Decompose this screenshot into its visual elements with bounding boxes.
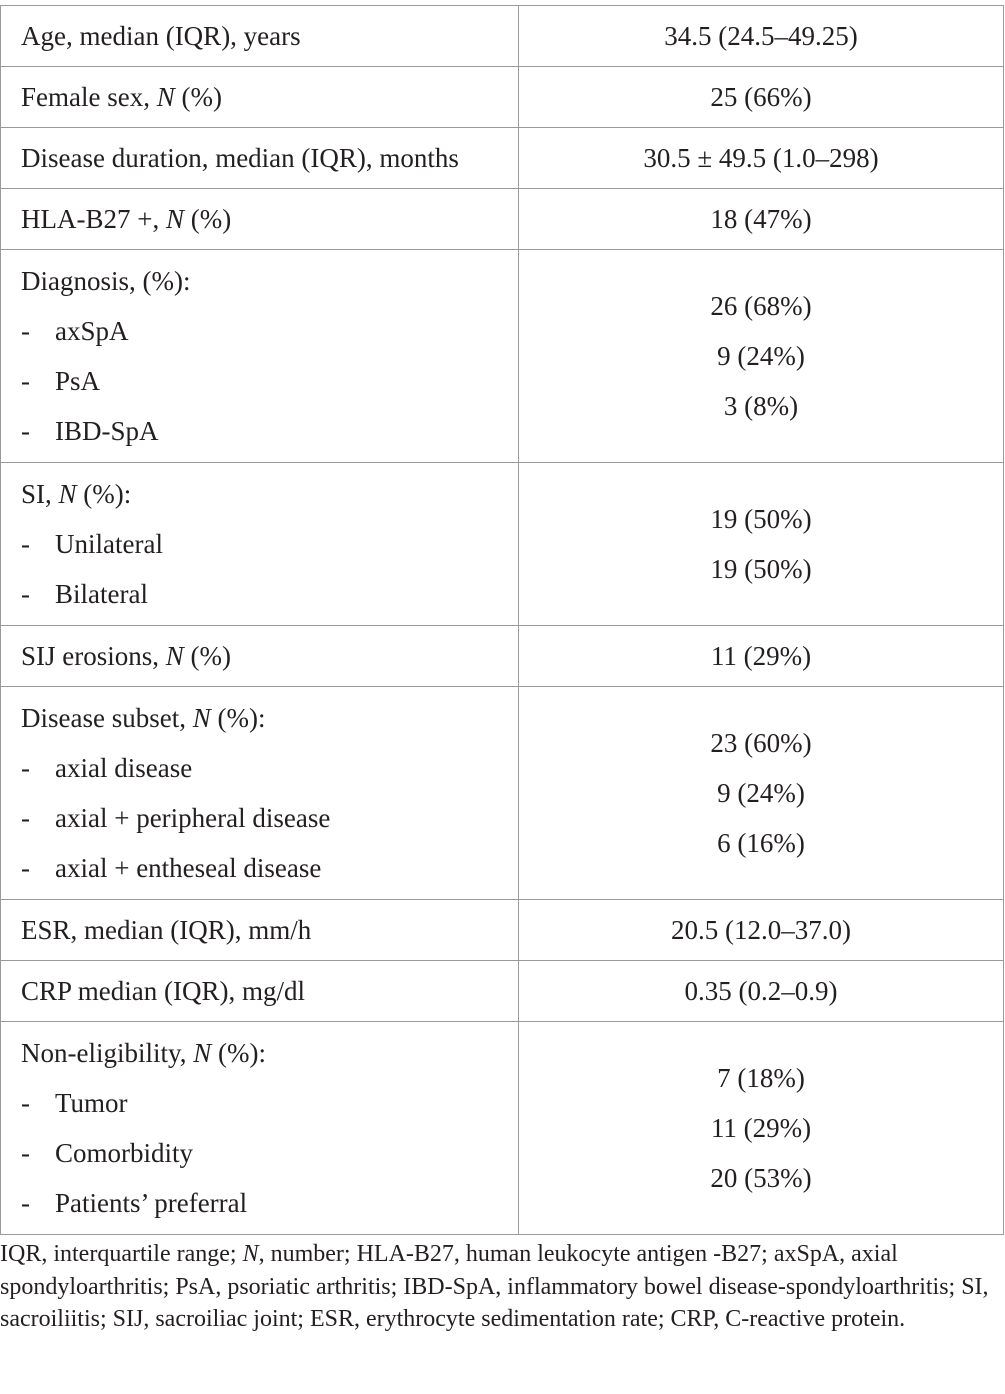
table-row [1, 1022, 1004, 1235]
group-heading: Non-eligibility, N (%): [21, 1038, 266, 1068]
group-heading: Diagnosis, (%): [21, 266, 191, 296]
list-item: - IBD-SpA [21, 416, 159, 446]
row-value: 26 (68%) 9 (24%) 3 (8%) [519, 250, 1004, 463]
table-row [1, 463, 1004, 626]
list-item: - Patients’ preferral [21, 1188, 248, 1218]
list-item: - Tumor [21, 1088, 128, 1118]
row-label [1, 463, 519, 626]
row-value: 23 (60%) 9 (24%) 6 (16%) [519, 687, 1004, 900]
row-value: 18 (47%) [519, 189, 1004, 250]
table-row [1, 6, 1004, 67]
row-value: 7 (18%) 11 (29%) 20 (53%) [519, 1022, 1004, 1235]
list-item: - Comorbidity [21, 1138, 194, 1168]
table-row [1, 687, 1004, 900]
list-item: - axial disease [21, 753, 193, 783]
row-label [1, 250, 519, 463]
row-label [1, 189, 519, 250]
row-value: 30.5 ± 49.5 (1.0–298) [519, 128, 1004, 189]
group-heading: Disease subset, N (%): [21, 703, 266, 733]
label-text: HLA-B27 +, [21, 204, 166, 234]
list-item: - PsA [21, 366, 101, 396]
row-value: 19 (50%) 19 (50%) [519, 463, 1004, 626]
row-label: ESR, median (IQR), mm/h [1, 900, 519, 961]
table-row [1, 250, 1004, 463]
row-label: Disease duration, median (IQR), months [1, 128, 519, 189]
characteristics-table [0, 5, 1004, 1235]
table-footnote: IQR, interquartile range; N, number; HLA-B27, human leukocyte antigen -B27; axSpA, axial spondyloarthritis; PsA, psoriatic arthritis; IBD-SpA, inflammatory bowel disease-spondyloarthritis; SI, sacroiliitis; SIJ, sacroiliac joint; ESR, erythrocyte sedimentation rate; CRP, C-reactive protein. [0, 1241, 989, 1332]
row-value: 20.5 (12.0–37.0) [519, 900, 1004, 961]
label-italic: N [165, 204, 184, 234]
row-value: 0.35 (0.2–0.9) [519, 961, 1004, 1022]
row-label [1, 1022, 519, 1235]
row-value: 34.5 (24.5–49.25) [519, 6, 1004, 67]
list-item: - axial + entheseal disease [21, 853, 322, 883]
row-label: CRP median (IQR), mg/dl [1, 961, 519, 1022]
list-item: - Bilateral [21, 579, 148, 609]
table-row [1, 900, 1004, 961]
label-text: (%) [174, 82, 222, 112]
label-text: (%) [183, 204, 232, 234]
row-label: Age, median (IQR), years [1, 6, 519, 67]
group-heading: SI, N (%): [21, 479, 132, 509]
table-row [1, 626, 1004, 687]
list-item: - axSpA [21, 316, 129, 346]
label-italic: N [156, 82, 175, 112]
list-item: - Unilateral [21, 529, 163, 559]
label-text: Female sex, [21, 82, 157, 112]
row-value: 11 (29%) [519, 626, 1004, 687]
row-value: 25 (66%) [519, 67, 1004, 128]
table-row [1, 128, 1004, 189]
row-label [1, 67, 519, 128]
list-item: - axial + peripheral disease [21, 803, 331, 833]
table-row [1, 67, 1004, 128]
table-row [1, 961, 1004, 1022]
row-label: SIJ erosions, N (%) [1, 626, 519, 687]
row-label [1, 687, 519, 900]
table-row [1, 189, 1004, 250]
